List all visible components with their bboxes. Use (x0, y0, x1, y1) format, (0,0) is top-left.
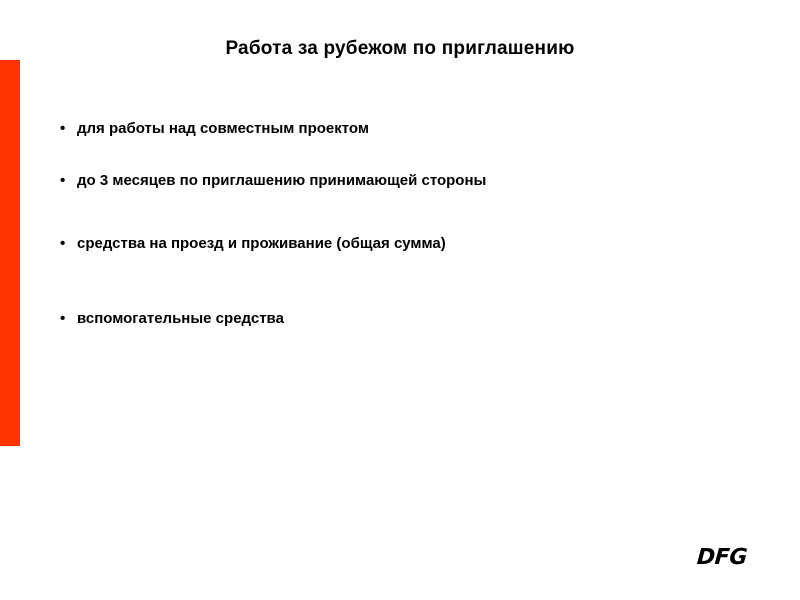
accent-bar (0, 60, 20, 446)
bullet-text: для работы над совместным проектом (77, 120, 369, 137)
bullet-text: до 3 месяцев по приглашению принимающей стороны (77, 172, 487, 189)
bullet-item (60, 233, 500, 255)
bullet-icon: • (60, 120, 66, 137)
bullet-icon: • (60, 172, 66, 189)
bullet-icon: • (60, 235, 66, 252)
slide-title: Работа за рубежом по приглашению (225, 38, 575, 59)
bullet-item (60, 308, 500, 330)
bullet-text: вспомогательные средства (77, 310, 284, 327)
bullet-item (60, 170, 500, 192)
bullet-text: средства на проезд и проживание (общая сумма) (77, 235, 446, 252)
bullet-icon: • (60, 310, 66, 327)
dfg-logo: DFG (696, 545, 748, 570)
bullet-item (60, 118, 500, 140)
